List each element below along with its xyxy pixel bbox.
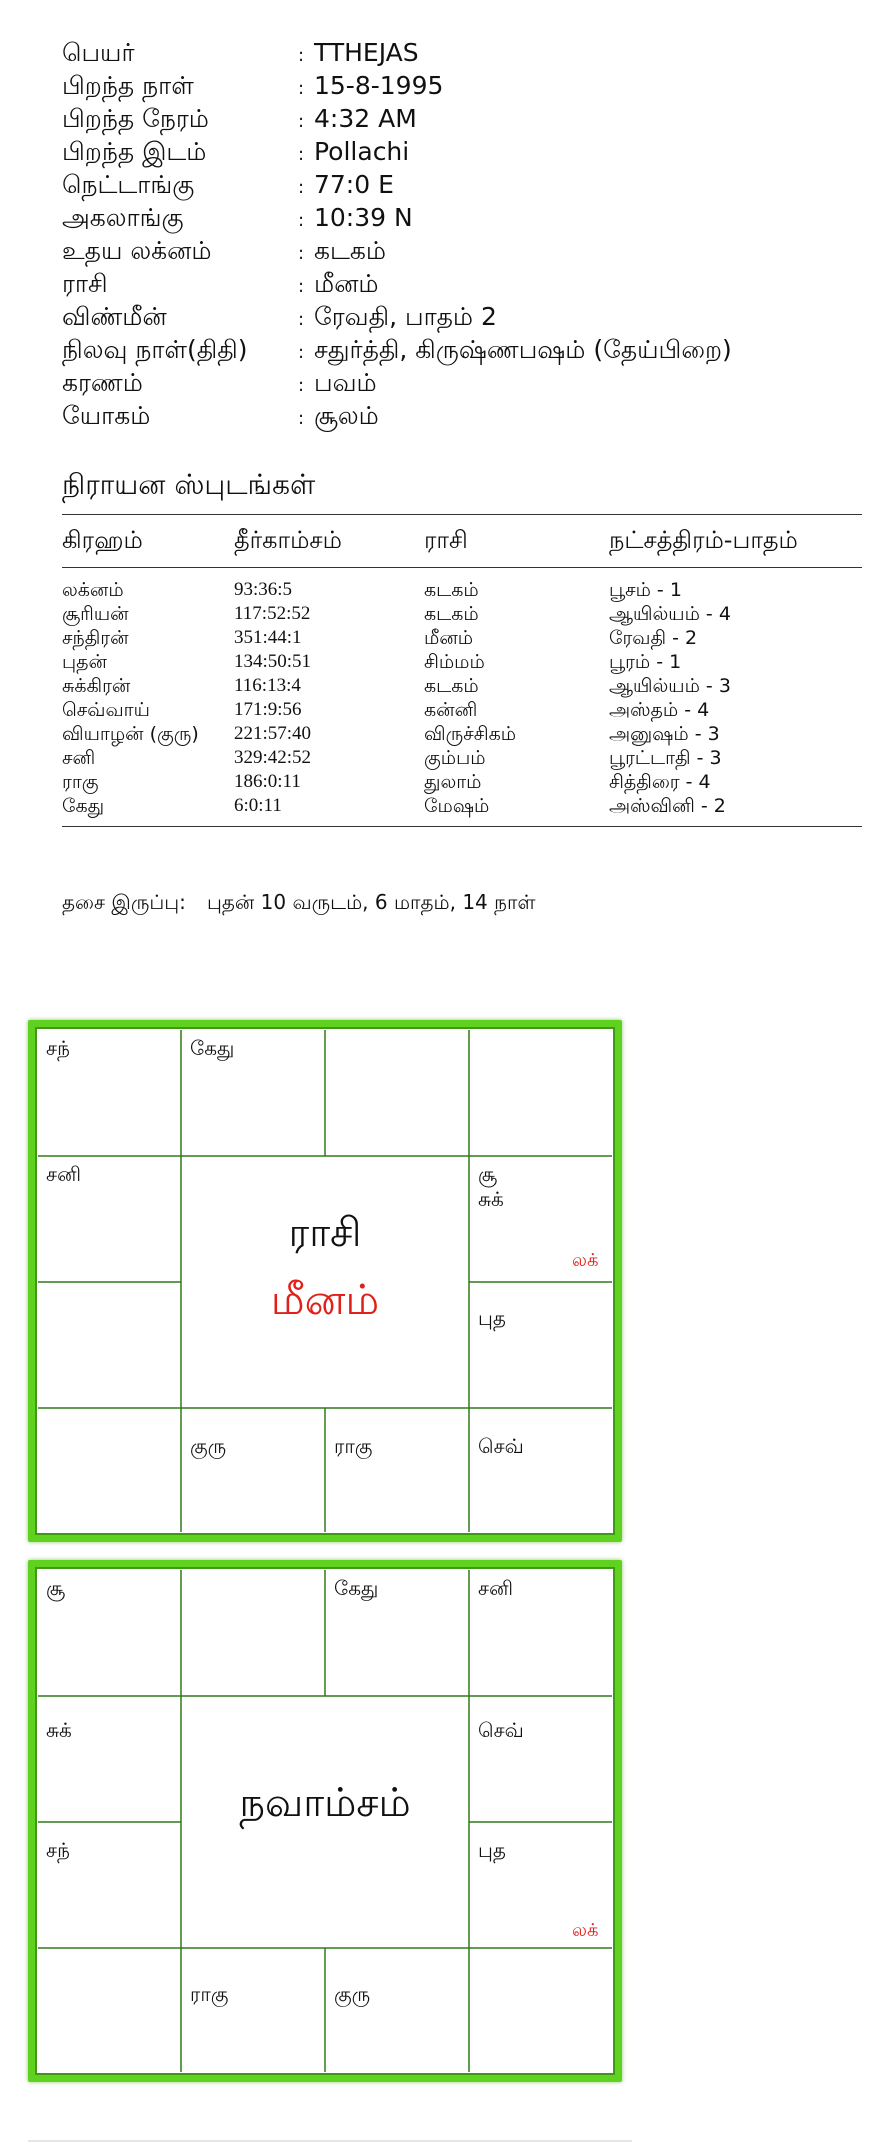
cell-nakshatra: அஸ்தம் - 4	[609, 699, 710, 721]
cell-nakshatra: பூசம் - 1	[609, 579, 682, 601]
header-nakshatra: நட்சத்திரம்-பாதம்	[609, 515, 862, 568]
rasi-chart-title: ராசி	[288, 1210, 362, 1256]
cell-longitude: 134:50:51	[234, 651, 312, 672]
detail-row	[62, 135, 862, 168]
table-row	[62, 602, 862, 626]
navamsa-house-makaram: சந்	[46, 1838, 70, 1862]
table-row	[62, 568, 862, 603]
detail-value: 4:32 AM	[314, 104, 417, 133]
navamsa-chart	[28, 1560, 622, 2082]
detail-label: பிறந்த நேரம்	[62, 104, 209, 133]
detail-row	[62, 366, 862, 399]
rasi-lagna-marker: லக்	[572, 1250, 599, 1271]
rasi-house-kanni: செவ்	[478, 1434, 524, 1458]
detail-row	[62, 36, 862, 69]
detail-label: கரணம்	[62, 368, 143, 397]
cell-longitude: 329:42:52	[234, 747, 312, 768]
cell-graham: புதன்	[62, 651, 107, 673]
detail-label: பிறந்த இடம்	[62, 137, 207, 166]
cell-rasi: கன்னி	[424, 699, 478, 721]
dasa-balance	[62, 890, 535, 917]
cell-longitude: 351:44:1	[234, 627, 302, 648]
rasi-house-simmam: புத	[478, 1306, 506, 1330]
detail-label: உதய லக்னம்	[62, 236, 212, 265]
cell-nakshatra: ரேவதி - 2	[609, 627, 698, 649]
navamsa-chart-title: நவாம்சம்	[239, 1780, 411, 1826]
detail-value: 77:0 E	[314, 170, 394, 199]
dasa-value: புதன் 10 வருடம், 6 மாதம், 14 நாள்	[207, 890, 536, 914]
cell-longitude: 6:0:11	[234, 795, 282, 816]
detail-colon: :	[298, 342, 305, 363]
detail-colon: :	[298, 111, 305, 132]
detail-label: அகலாங்கு	[62, 203, 184, 232]
detail-colon: :	[298, 144, 305, 165]
cell-rasi: மீனம்	[424, 627, 474, 649]
navamsa-house-kadagam: செவ்	[478, 1718, 524, 1742]
navamsa-lagna-marker: லக்	[572, 1920, 599, 1941]
cell-longitude: 186:0:11	[234, 771, 301, 792]
rasi-house-mesham: கேது	[190, 1036, 235, 1060]
detail-label: பிறந்த நாள்	[62, 71, 194, 100]
detail-colon: :	[298, 375, 305, 396]
detail-colon: :	[298, 408, 305, 429]
table-row	[62, 746, 862, 770]
detail-value: மீனம்	[314, 269, 379, 298]
cell-rasi: சிம்மம்	[424, 651, 485, 673]
table-row	[62, 794, 862, 827]
table-row	[62, 626, 862, 650]
table-header-row	[62, 515, 862, 568]
navamsa-house-rishabam: கேது	[334, 1576, 379, 1600]
detail-value: 10:39 N	[314, 203, 413, 232]
cell-longitude: 171:9:56	[234, 699, 302, 720]
cell-rasi: கும்பம்	[424, 747, 486, 769]
detail-row	[62, 234, 862, 267]
cell-longitude: 116:13:4	[234, 675, 301, 696]
detail-value: சதுர்த்தி, கிருஷ்ணபஷம் (தேய்பிறை)	[314, 335, 732, 364]
cell-graham: ராகு	[62, 771, 99, 793]
detail-label: நெட்டாங்கு	[62, 170, 195, 199]
detail-row	[62, 399, 862, 432]
cell-rasi: கடகம்	[424, 675, 479, 697]
detail-colon: :	[298, 78, 305, 99]
dasa-label: தசை இருப்பு:	[62, 890, 186, 914]
cell-graham: சுக்கிரன்	[62, 675, 131, 697]
rasi-chart	[28, 1020, 622, 1542]
detail-label: விண்மீன்	[62, 302, 167, 331]
detail-label: ராசி	[62, 269, 108, 298]
navamsa-house-simmam: புத	[478, 1838, 506, 1862]
cell-graham: லக்னம்	[62, 579, 124, 601]
section-title: நிராயன ஸ்புடங்கள்	[62, 468, 316, 501]
rasi-house-thulam: ராகு	[334, 1434, 373, 1458]
cell-rasi: கடகம்	[424, 579, 479, 601]
cell-nakshatra: பூரட்டாதி - 3	[609, 747, 722, 769]
detail-colon: :	[298, 210, 305, 231]
rasi-house-kadagam: சூ சுக்	[478, 1162, 504, 1211]
detail-value: கடகம்	[314, 236, 386, 265]
detail-colon: :	[298, 45, 305, 66]
cell-rasi: மேஷம்	[424, 795, 490, 817]
table-row	[62, 674, 862, 698]
cell-rasi: கடகம்	[424, 603, 479, 625]
planet-positions-table	[62, 514, 862, 827]
cell-nakshatra: ஆயில்யம் - 3	[609, 675, 731, 697]
detail-colon: :	[298, 177, 305, 198]
detail-row	[62, 102, 862, 135]
rasi-chart-subtitle: மீனம்	[270, 1275, 380, 1324]
cell-rasi: விருச்சிகம்	[424, 723, 517, 745]
detail-label: யோகம்	[62, 401, 151, 430]
rasi-house-meenam: சந்	[46, 1036, 70, 1060]
navamsa-house-meenam: சூ	[46, 1576, 66, 1600]
cell-graham: சந்திரன்	[62, 627, 129, 649]
navamsa-house-kumbam: சுக்	[46, 1718, 72, 1742]
cell-graham: கேது	[62, 795, 105, 817]
detail-colon: :	[298, 276, 305, 297]
detail-row	[62, 333, 862, 366]
detail-row	[62, 168, 862, 201]
table-row	[62, 770, 862, 794]
detail-label: நிலவு நாள்(திதி)	[62, 335, 248, 364]
cell-rasi: துலாம்	[424, 771, 482, 793]
detail-value: பவம்	[314, 368, 377, 397]
detail-value: ரேவதி, பாதம் 2	[314, 302, 497, 331]
birth-details	[62, 36, 862, 432]
cell-nakshatra: சித்திரை - 4	[609, 771, 711, 793]
detail-value: சூலம்	[314, 401, 379, 430]
table-row	[62, 650, 862, 674]
cell-nakshatra: அஸ்வினி - 2	[609, 795, 726, 817]
header-longitude: தீர்காம்சம்	[234, 515, 424, 568]
cell-longitude: 221:57:40	[234, 723, 312, 744]
navamsa-house-viruchigam: ராகு	[190, 1982, 229, 2006]
detail-row	[62, 69, 862, 102]
detail-value: TTHEJAS	[314, 38, 419, 67]
header-rasi: ராசி	[424, 515, 609, 568]
detail-row	[62, 267, 862, 300]
rasi-house-kumbam: சனி	[46, 1162, 81, 1186]
header-graham: கிரஹம்	[62, 515, 234, 568]
detail-colon: :	[298, 243, 305, 264]
detail-value: Pollachi	[314, 137, 410, 166]
navamsa-house-mithunam: சனி	[478, 1576, 513, 1600]
cell-nakshatra: ஆயில்யம் - 4	[609, 603, 731, 625]
cell-longitude: 93:36:5	[234, 579, 293, 600]
table-row	[62, 722, 862, 746]
detail-colon: :	[298, 309, 305, 330]
cell-graham: வியாழன் (குரு)	[62, 723, 199, 745]
detail-row	[62, 201, 862, 234]
navamsa-house-thulam: குரு	[334, 1982, 371, 2006]
cell-graham: செவ்வாய்	[62, 699, 150, 721]
detail-value: 15-8-1995	[314, 71, 444, 100]
detail-label: பெயர்	[62, 38, 135, 67]
rasi-house-viruchigam: குரு	[190, 1434, 227, 1458]
cell-graham: சூரியன்	[62, 603, 129, 625]
cell-graham: சனி	[62, 747, 96, 769]
cell-nakshatra: பூரம் - 1	[609, 651, 682, 673]
bottom-divider	[28, 2140, 632, 2142]
table-row	[62, 698, 862, 722]
cell-longitude: 117:52:52	[234, 603, 311, 624]
detail-row	[62, 300, 862, 333]
cell-nakshatra: அனுஷம் - 3	[609, 723, 720, 745]
